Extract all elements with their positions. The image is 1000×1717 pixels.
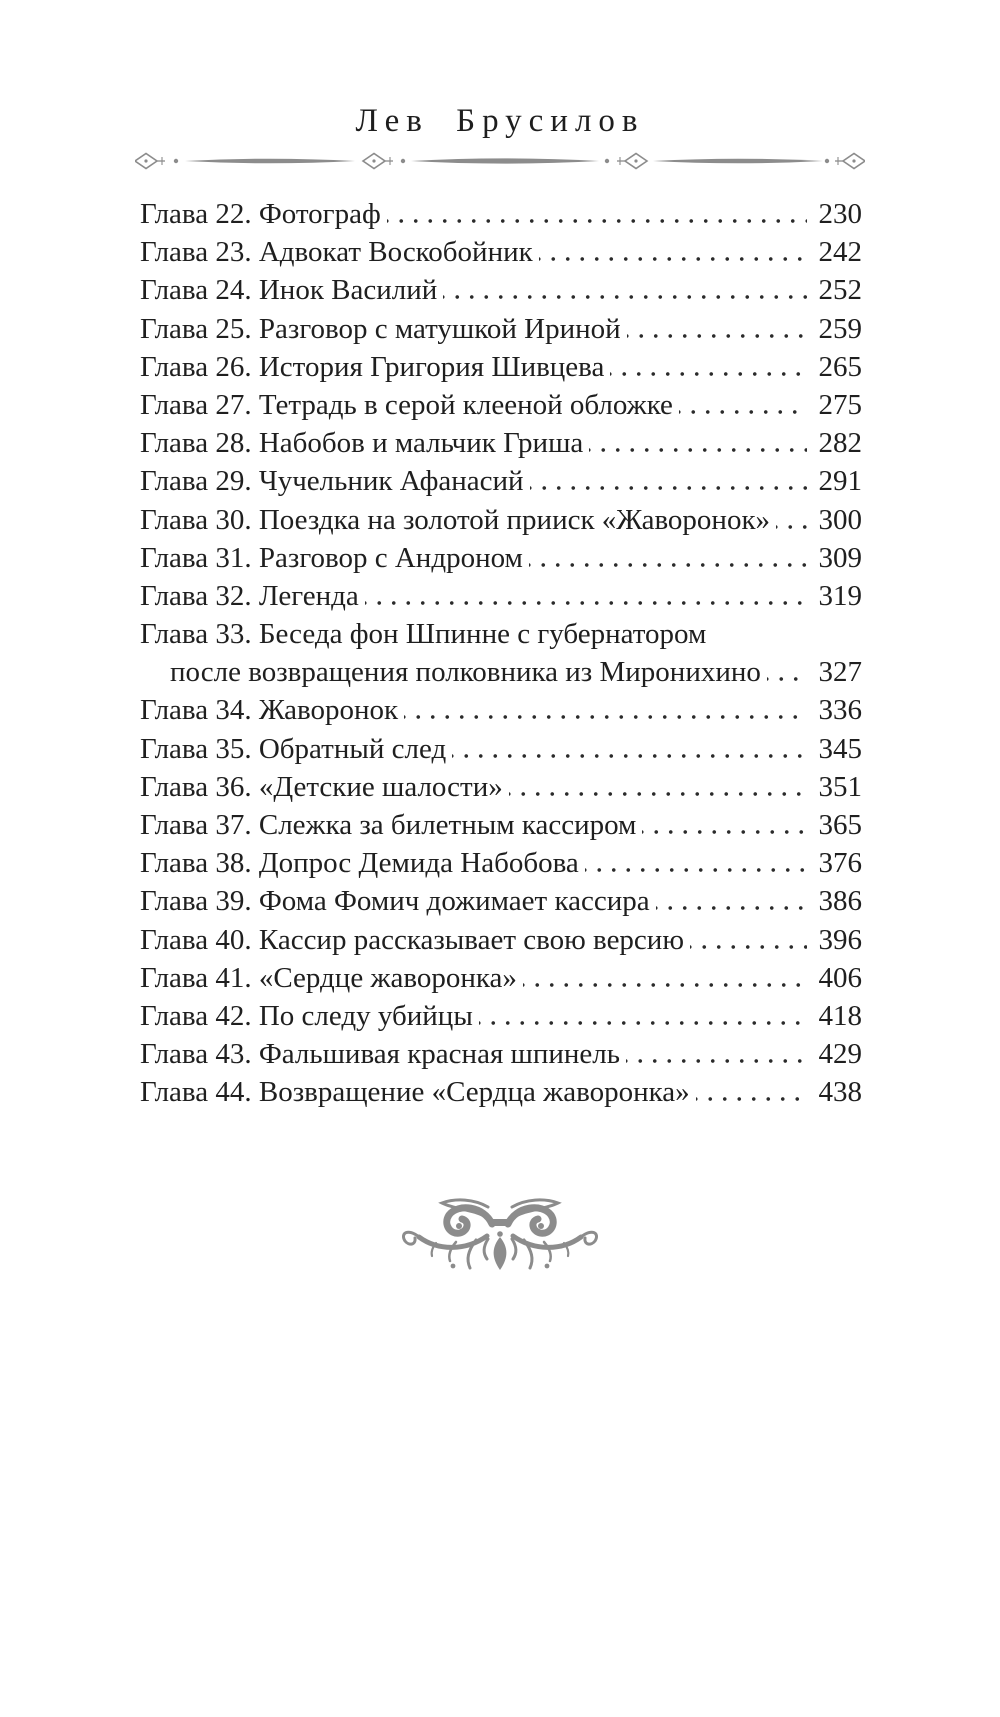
page-number: 319 (818, 579, 862, 612)
toc-entry (140, 997, 862, 1035)
dot-leader (767, 653, 807, 691)
toc-entry (140, 768, 862, 806)
page-number: 351 (818, 770, 862, 803)
dot-leader (589, 424, 806, 462)
chapter-title: Глава 22. Фотограф (140, 198, 381, 230)
dot-leader (365, 577, 807, 615)
dot-leader (690, 921, 807, 959)
dot-leader (530, 462, 807, 500)
dot-leader (529, 539, 807, 577)
page-number: 438 (818, 1076, 862, 1109)
toc-entry (140, 577, 862, 615)
page-number: 396 (818, 923, 862, 956)
page-number: 259 (818, 312, 862, 345)
page-number: 345 (818, 732, 862, 765)
author-name: Лев Брусилов (355, 103, 645, 139)
chapter-title: Глава 27. Тетрадь в серой клееной обложке (140, 388, 673, 421)
dot-leader (585, 844, 807, 882)
toc-entry (140, 271, 862, 309)
page-number: 418 (818, 999, 862, 1032)
page-number: 300 (818, 503, 862, 536)
chapter-title: Глава 37. Слежка за билетным кассиром (140, 809, 637, 841)
dot-leader (509, 768, 807, 806)
chapter-title: Глава 32. Легенда (140, 579, 359, 612)
dot-leader (642, 806, 806, 844)
toc-entry (140, 233, 862, 271)
toc-entry (140, 806, 862, 844)
toc-entry (140, 501, 862, 539)
dot-leader (679, 386, 807, 424)
dot-leader (452, 730, 806, 768)
toc-entry (140, 424, 862, 462)
toc-entry (140, 386, 862, 424)
table-of-contents (140, 195, 862, 1112)
chapter-title: Глава 29. Чучельник Афанасий (140, 465, 524, 498)
chapter-title: Глава 23. Адвокат Воскобойник (140, 236, 533, 269)
toc-entry (140, 730, 862, 768)
chapter-title: Глава 24. Инок Василий (140, 274, 438, 307)
dot-leader (523, 959, 807, 997)
chapter-title: Глава 36. «Детские шалости» (140, 770, 503, 803)
floral-flourish-icon (394, 1193, 606, 1273)
toc-entry (140, 653, 862, 691)
toc-list (140, 195, 862, 1112)
toc-entry (140, 1035, 862, 1073)
toc-entry (140, 462, 862, 500)
page-number: 309 (818, 541, 862, 574)
toc-entry (140, 310, 862, 348)
chapter-title-continued: после возвращения полковника из Миронихино (170, 656, 761, 689)
dot-leader (443, 271, 806, 309)
dot-leader (656, 882, 807, 920)
chapter-title: Глава 43. Фальшивая красная шпинель (140, 1038, 620, 1071)
dot-leader (776, 501, 806, 539)
chapter-title: Глава 41. «Сердце жаворонка» (140, 961, 517, 994)
page-number: 429 (818, 1038, 862, 1071)
dot-leader (627, 310, 807, 348)
page-number: 406 (818, 961, 862, 994)
page-number: 230 (818, 198, 862, 230)
page-number: 386 (818, 885, 862, 918)
page-number: 327 (818, 656, 862, 689)
chapter-title: Глава 38. Допрос Демида Набобова (140, 847, 579, 880)
toc-entry (140, 882, 862, 920)
toc-entry (140, 959, 862, 997)
page-number: 336 (818, 694, 862, 727)
dot-leader (387, 195, 807, 233)
dot-leader (404, 691, 806, 729)
chapter-title: Глава 25. Разговор с матушкой Ириной (140, 312, 621, 345)
dot-leader (610, 348, 806, 386)
page-number: 365 (818, 809, 862, 841)
chapter-title: Глава 28. Набобов и мальчик Гриша (140, 427, 584, 460)
ornamental-rule-divider-icon (135, 148, 865, 174)
page-number: 376 (818, 847, 862, 880)
page-number: 265 (818, 350, 862, 383)
chapter-title: Глава 40. Кассир рассказывает свою версию (140, 923, 684, 956)
chapter-title: Глава 35. Обратный след (140, 732, 447, 765)
chapter-title: Глава 42. По следу убийцы (140, 999, 473, 1032)
toc-entry (140, 1073, 862, 1111)
toc-entry (140, 844, 862, 882)
chapter-title: Глава 39. Фома Фомич дожимает кассира (140, 885, 650, 918)
page-number: 242 (818, 236, 862, 269)
dot-leader (539, 233, 807, 271)
page-number: 291 (818, 465, 862, 498)
chapter-title: Глава 44. Возвращение «Сердца жаворонка» (140, 1076, 690, 1109)
toc-entry (140, 615, 862, 653)
chapter-title: Глава 33. Беседа фон Шпинне с губернатором (140, 618, 707, 651)
chapter-title: Глава 26. История Григория Шивцева (140, 350, 605, 383)
toc-entry (140, 921, 862, 959)
chapter-title: Глава 31. Разговор с Андроном (140, 541, 523, 574)
page-number: 282 (818, 427, 862, 460)
dot-leader (479, 997, 807, 1035)
chapter-title: Глава 34. Жаворонок (140, 694, 399, 727)
page-number: 275 (818, 388, 862, 421)
dot-leader (696, 1073, 807, 1111)
toc-entry (140, 195, 862, 233)
toc-entry (140, 691, 862, 729)
dot-leader (626, 1035, 807, 1073)
page-number: 252 (818, 274, 862, 307)
toc-entry (140, 348, 862, 386)
chapter-title: Глава 30. Поездка на золотой прииск «Жаворонок» (140, 503, 771, 536)
toc-entry (140, 539, 862, 577)
book-page (0, 101, 1000, 1717)
